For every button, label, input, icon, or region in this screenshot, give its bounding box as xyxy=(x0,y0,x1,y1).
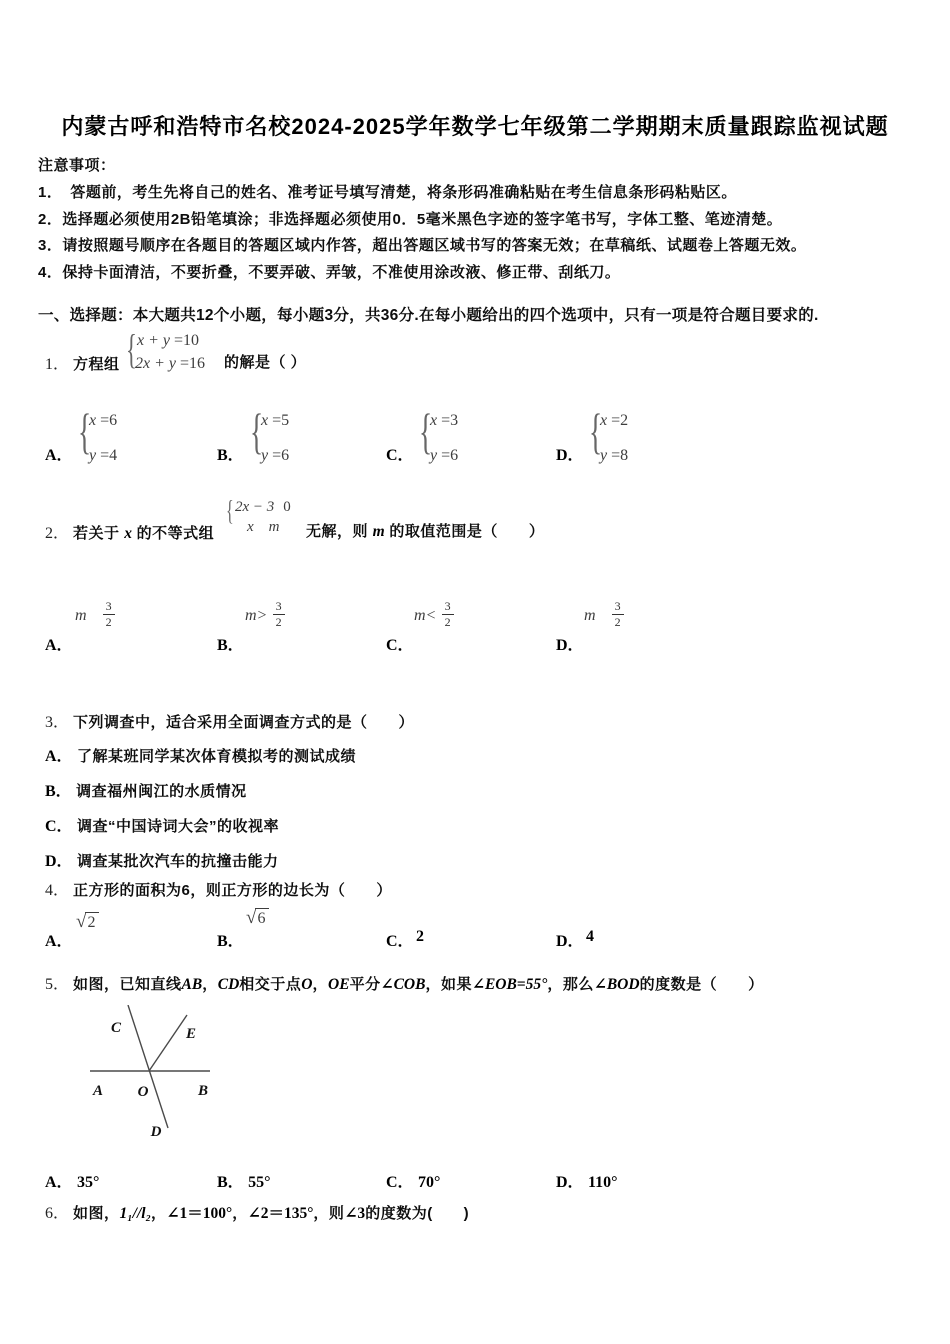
q1-brace: { xyxy=(126,326,137,372)
q1-option-a-line2: y =4 xyxy=(89,447,118,464)
q1-lead: 方程组 xyxy=(73,356,120,373)
q1-option-d-label: D． xyxy=(556,447,584,464)
page-title: 内蒙古呼和浩特市名校2024-2025学年数学七年级第二学期期末质量跟踪监视试题 xyxy=(61,114,889,139)
q2-option-c-expr: m< $\frac{3}{2}$ xyxy=(414,600,454,629)
q3-option-a: A． 了解某班同学某次体育模拟考的测试成绩 xyxy=(45,748,357,765)
figure-label-D: D xyxy=(150,1124,162,1140)
q4-option-d-label: D． xyxy=(556,933,584,950)
q4-option-c-value: 2 xyxy=(416,928,424,945)
q5-geometry-figure xyxy=(78,1005,218,1145)
q2-option-d-label: D． xyxy=(556,637,584,654)
q2-option-b-label: B． xyxy=(217,637,244,654)
notice-item-4: 4．保持卡面清洁，不要折叠，不要弄破、弄皱，不准使用涂改液、修正带、刮纸刀。 xyxy=(38,264,621,281)
question-1-stem xyxy=(45,351,120,374)
q1-option-d-brace: { xyxy=(589,403,603,459)
q3-number: 3． xyxy=(45,714,70,731)
q1-option-b-line1: x =5 xyxy=(261,412,290,429)
q3-option-b: B． 调查福州闽江的水质情况 xyxy=(45,783,247,800)
q4-number: 4． xyxy=(45,882,70,899)
q4-option-a-value: √2 xyxy=(76,911,99,933)
ray-OE xyxy=(149,1015,187,1071)
question-3-stem: 3． 下列调查中，适合采用全面调查方式的是（ ） xyxy=(45,714,415,731)
notice-item-1: 1． 答题前，考生先将自己的姓名、准考证号填写清楚，将条形码准确粘贴在考生信息条形码粘贴区。 xyxy=(38,184,737,201)
question-2-stem-left: 2． 若关于 x 的不等式组 xyxy=(45,525,215,542)
notice-heading: 注意事项： xyxy=(38,157,116,174)
q1-equation-1: x + y =10 xyxy=(137,332,200,349)
q5-option-d: D． 110° xyxy=(556,1174,618,1191)
q4-option-b-label: B． xyxy=(217,933,244,950)
q1-option-a-line1: x =6 xyxy=(89,412,118,429)
q1-option-a-brace: { xyxy=(78,403,92,459)
q4-option-c-label: C． xyxy=(386,933,414,950)
q1-option-d-line2: y =8 xyxy=(600,447,629,464)
figure-label-B: B xyxy=(197,1083,209,1099)
q1-equation-2: 2x + y =16 xyxy=(135,355,206,372)
q1-option-b-brace: { xyxy=(250,403,264,459)
q1-option-b-line2: y =6 xyxy=(261,447,290,464)
q1-tail: 的解是（ ） xyxy=(224,354,307,371)
q1-number: 1． xyxy=(45,356,70,373)
question-2-stem-right: 无解，则 m 的取值范围是（ ） xyxy=(306,523,545,540)
q5-option-a: A． 35° xyxy=(45,1174,100,1191)
q2-inequality-1: 2x − 3 0 xyxy=(235,499,291,515)
q3-option-c: C． 调查“中国诗词大会”的收视率 xyxy=(45,818,280,835)
q4-option-d-value: 4 xyxy=(586,928,594,945)
notice-item-3: 3．请按照题号顺序在各题目的答题区域内作答，超出答题区域书写的答案无效；在草稿纸、试题卷上答题无效。 xyxy=(38,237,807,254)
q2-brace: { xyxy=(226,495,234,527)
q5-option-b: B． 55° xyxy=(217,1174,271,1191)
q1-option-d-line1: x =2 xyxy=(600,412,629,429)
q2-inequality-2: x m xyxy=(247,519,280,535)
q6-number: 6． xyxy=(45,1205,70,1222)
q2-option-d-expr: m $\frac{3}{2}$ xyxy=(584,600,624,629)
figure-label-C: C xyxy=(110,1020,122,1036)
q2-option-a-label: A． xyxy=(45,637,73,654)
question-4-stem: 4． 正方形的面积为6，则正方形的边长为（ ） xyxy=(45,882,392,899)
q1-option-c-line1: x =3 xyxy=(430,412,459,429)
q2-number: 2． xyxy=(45,525,70,542)
q3-option-d: D． 调查某批次汽车的抗撞击能力 xyxy=(45,853,279,870)
question-6-stem: 6． 如图，1₁//l₂，∠1＝100°，∠2＝135°，则∠3的度数为( ) xyxy=(45,1205,470,1222)
notice-item-2: 2．选择题必须使用2B铅笔填涂；非选择题必须使用0．5毫米黑色字迹的签字笔书写，字体工整、笔迹清楚。 xyxy=(38,211,783,228)
q1-option-c-label: C． xyxy=(386,447,414,464)
line-CD xyxy=(128,1005,168,1128)
q1-option-a-label: A． xyxy=(45,447,73,464)
figure-label-A: A xyxy=(92,1083,104,1099)
q2-option-c-label: C． xyxy=(386,637,414,654)
figure-label-E: E xyxy=(185,1026,197,1042)
q5-option-c: C． 70° xyxy=(386,1174,441,1191)
q5-number: 5． xyxy=(45,976,70,993)
q2-option-a-expr: m $\frac{3}{2}$ xyxy=(75,600,115,629)
section-1-heading: 一、选择题：本大题共12个小题，每小题3分，共36分.在每小题给出的四个选项中，只有一项是符合题目要求的. xyxy=(38,307,819,324)
q1-option-b-label: B． xyxy=(217,447,244,464)
q1-option-c-brace: { xyxy=(419,403,433,459)
q1-option-c-line2: y =6 xyxy=(430,447,459,464)
q2-option-b-expr: m> $\frac{3}{2}$ xyxy=(245,600,285,629)
q4-option-a-label: A． xyxy=(45,933,73,950)
figure-label-O: O xyxy=(137,1084,149,1100)
question-5-stem: 5． 如图，已知直线AB，CD相交于点O，OE平分∠COB，如果∠EOB=55°，那么∠BOD的度数是（ ） xyxy=(45,976,764,993)
q4-option-b-value: √6 xyxy=(246,907,269,929)
